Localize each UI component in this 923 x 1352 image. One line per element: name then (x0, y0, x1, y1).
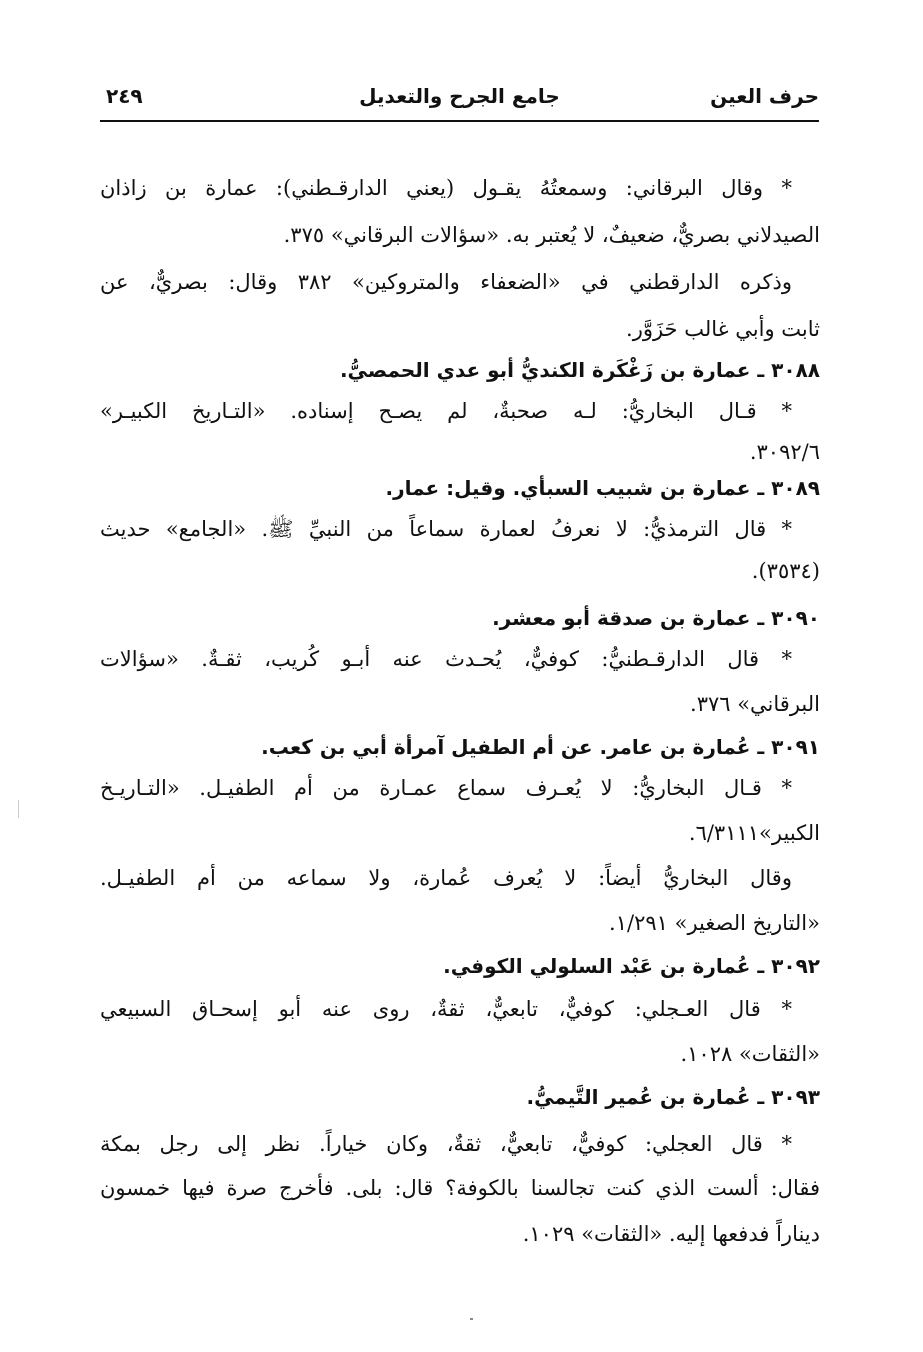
book-title: جامع الجرح والتعديل (359, 84, 560, 108)
text-line: ٣٠٩٢/٦. (749, 440, 820, 464)
scan-edge (18, 800, 19, 818)
text-line: وقال البخاريُّ أيضاً: لا يُعرف عُمارة، ولا سماعه من أم الطفيـل. (100, 866, 792, 890)
text-line: * قال العجلي: كوفيٌّ، تابعيٌّ، ثقةٌ، وكان خياراً. نظر إلى رجل بمكة (100, 1132, 792, 1156)
entry-heading: ٣٠٨٩ ـ عمارة بن شبيب السبأي. وقيل: عمار. (385, 476, 820, 500)
text-line: * قال الدارقـطنيُّ: كوفيٌّ، يُحـدث عنه أبـو كُريب، ثقـةٌ. «سؤالات (100, 647, 792, 671)
running-header (100, 80, 819, 122)
scan-mark (470, 1318, 473, 1320)
section-title: حرف العين (710, 84, 819, 108)
text-line: الصيدلاني بصريٌّ، ضعيفٌ، لا يُعتبر به. «سؤالات البرقاني» ٣٧٥. (283, 223, 820, 247)
text-line: * قـال البخاريُّ: لا يُعـرف سماع عمـارة من أم الطفيـل. «التـاريـخ (100, 776, 792, 800)
entry-heading: ٣٠٨٨ ـ عمارة بن زَغْكَرة الكنديُّ أبو عدي الحمصيُّ. (339, 358, 820, 382)
text-line: «التاريخ الصغير» ١/٢٩١. (609, 911, 820, 935)
text-line: * قال الترمذيُّ: لا نعرفُ لعمارة سماعاً من النبيِّ ﷺ. «الجامع» حديث (100, 517, 792, 541)
text-line: (٣٥٣٤). (751, 559, 820, 583)
text-line: فقال: ألست الذي كنت تجالسنا بالكوفة؟ قال: بلى. فأخرج صرة فيها خمسون (100, 1176, 820, 1200)
entry-heading: ٣٠٩١ ـ عُمارة بن عامر. عن أم الطفيل آمرأة أبي بن كعب. (261, 735, 820, 759)
page-number: ٢٤٩ (106, 84, 143, 108)
text-line: * قـال البخاريُّ: لـه صحبةٌ، لم يصـح إسناده. «التـاريخ الكبيـر» (100, 399, 792, 423)
text-line: وذكره الدارقطني في «الضعفاء والمتروكين» ٣٨٢ وقال: بصريٌّ، عن (100, 270, 793, 294)
text-line: * قال العـجلي: كوفيٌّ، تابعيٌّ، ثقةٌ، روى عنه أبو إسحـاق السبيعي (100, 997, 792, 1021)
entry-heading: ٣٠٩٠ ـ عمارة بن صدقة أبو معشر. (492, 606, 820, 630)
text-line: «الثقات» ١٠٢٨. (680, 1042, 820, 1066)
text-line: ديناراً فدفعها إليه. «الثقات» ١٠٢٩. (522, 1222, 820, 1246)
entry-heading: ٣٠٩٢ ـ عُمارة بن عَبْد السلولي الكوفي. (443, 954, 820, 978)
entry-heading: ٣٠٩٣ ـ عُمارة بن عُمير التَّيميُّ. (526, 1085, 820, 1109)
text-line: البرقاني» ٣٧٦. (690, 692, 820, 716)
text-line: * وقال البرقاني: وسمعتُهُ يقـول (يعني الدارقـطني): عمارة بن زاذان (100, 176, 792, 200)
text-line: الكبير»٦/٣١١١. (688, 821, 820, 845)
text-line: ثابت وأبي غالب حَزَوَّر. (626, 317, 820, 341)
